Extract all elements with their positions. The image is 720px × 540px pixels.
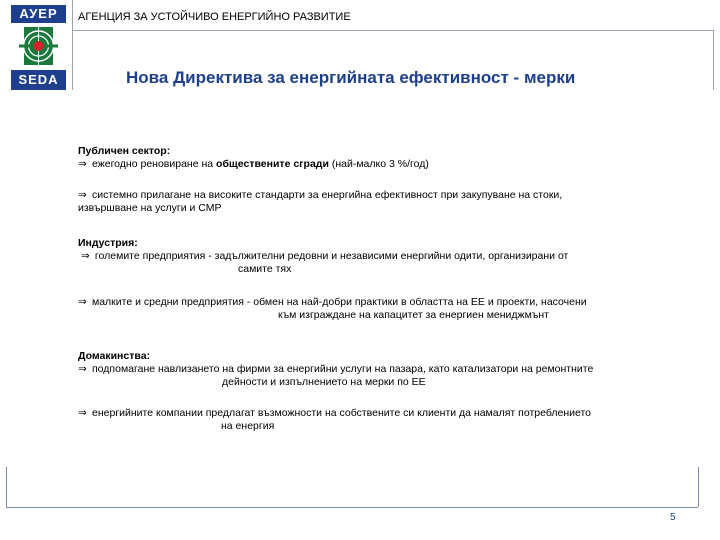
- arrow-icon: ⇒: [78, 407, 87, 419]
- section-heading: Публичен сектор:: [78, 145, 171, 157]
- list-item-continuation: към изграждане на капацитет за енергиен мениджмънт: [278, 309, 549, 321]
- footer-divider-right: [698, 467, 699, 507]
- arrow-icon: ⇒: [78, 158, 87, 170]
- section-heading: Домакинства:: [78, 350, 151, 362]
- header-divider-horizontal: [72, 30, 714, 31]
- header-divider-vertical: [72, 0, 73, 90]
- footer-divider-left: [6, 467, 7, 507]
- footer-divider: [6, 507, 698, 508]
- logo-text-bottom: SEDA: [11, 70, 66, 90]
- header-divider-right: [713, 30, 714, 90]
- list-item: ⇒ малките и средни предприятия - обмен на най-добри практики в областта на ЕЕ и проекти, насочени: [78, 296, 587, 308]
- industry-section: [78, 237, 688, 276]
- arrow-icon: ⇒: [78, 189, 87, 201]
- public-sector-item-2: [78, 189, 688, 215]
- list-item-continuation: на енергия: [221, 420, 275, 432]
- list-item-continuation: дейности и изпълнението на мерки по ЕЕ: [222, 376, 426, 388]
- households-section: [78, 350, 688, 389]
- list-item-continuation: самите тях: [238, 263, 292, 275]
- households-item-2: [78, 407, 688, 433]
- list-item: ⇒ големите предприятия - задължителни редовни и независими енергийни одити, организирани от: [80, 250, 569, 262]
- arrow-icon: ⇒: [78, 296, 87, 308]
- list-item-continuation: извършване на услуги и СМР: [78, 202, 222, 214]
- energy-globe-icon: [11, 24, 66, 68]
- arrow-icon: ⇒: [80, 250, 90, 262]
- list-item: ⇒ ежегодно реновиране на обществените сгради (най-малко 3 %/год): [78, 158, 429, 170]
- logo-emblem: [11, 24, 66, 68]
- industry-item-2: [78, 296, 688, 322]
- agency-name: АГЕНЦИЯ ЗА УСТОЙЧИВО ЕНЕРГИЙНО РАЗВИТИЕ: [78, 11, 351, 23]
- list-item: ⇒ енергийните компании предлагат възможности на собствените си клиенти да намалят потреблението: [78, 407, 592, 419]
- list-item: ⇒ подпомагане навлизането на фирми за енергийни услуги на пазара, като катализатори на ремонтните: [78, 363, 594, 375]
- public-sector-section: [78, 145, 688, 171]
- slide-title: Нова Директива за енергийната ефективност - мерки: [126, 68, 576, 87]
- logo-text-top: АУЕР: [11, 5, 66, 23]
- seda-logo: [11, 5, 66, 90]
- page-number: 5: [670, 512, 676, 523]
- arrow-icon: ⇒: [78, 363, 87, 375]
- list-item: ⇒ системно прилагане на високите стандарти за енергийна ефективност при закупуване на стоки,: [78, 189, 563, 201]
- section-heading: Индустрия:: [78, 237, 138, 249]
